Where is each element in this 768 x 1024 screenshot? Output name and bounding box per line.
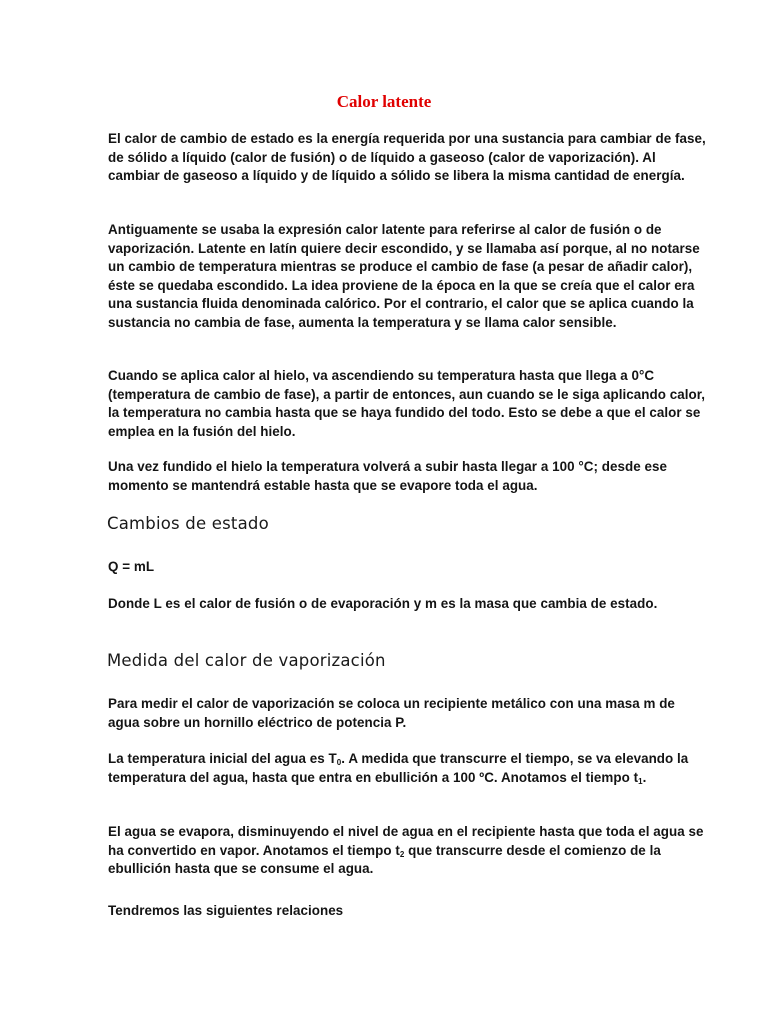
paragraph-initial-temp xyxy=(108,750,708,787)
paragraph-ice: Cuando se aplica calor al hielo, va ascendiendo su temperatura hasta que llega a 0°C (temperatura de cambio de fase), a partir de entonces, aun cuando se le siga aplicando calor, la temperatura no cambia hasta que se haya fundido del todo. Esto se debe a que el calor se emplea en la fusión del hielo. xyxy=(108,368,705,439)
paragraph-relations: Tendremos las siguientes relaciones xyxy=(108,903,344,918)
paragraph-evaporation xyxy=(108,823,708,879)
paragraph-boiling: Una vez fundido el hielo la temperatura volverá a subir hasta llegar a 100 °C; desde ese momento se mantendrá estable hasta que se evapore toda el agua. xyxy=(108,459,667,493)
formula: Q = mL xyxy=(108,559,155,574)
paragraph-formula-explanation: Donde L es el calor de fusión o de evaporación y m es la masa que cambia de estado. xyxy=(108,596,658,611)
text-run: El agua se evapora, disminuyendo el nivel de agua en el recipiente hasta que toda el agua se ha convertido en vapor. Anotamos el tiempo t xyxy=(108,824,704,858)
subscript: 2 xyxy=(399,849,405,859)
text-run: . A medida que transcurre el tiempo, se va elevando la temperatura del agua, hasta que entra en ebullición a 100 ºC. Anotamos el tiempo t xyxy=(108,751,689,785)
paragraph-history: Antiguamente se usaba la expresión calor latente para referirse al calor de fusión o de vaporización. Latente en latín quiere decir escondido, y se llamaba así porque, al no notarse un cambio de temperatura mientras se produce el cambio de fase (a pesar de añadir calor), éste se quedaba escondido. La idea proviene de la época en la que se creía que el calor era una sustancia fluida denominada calórico. Por el contrario, el calor que se aplica cuando la sustancia no cambia de fase, aumenta la temperatura y se llama calor sensible. xyxy=(108,222,700,330)
paragraph-measure-setup: Para medir el calor de vaporización se coloca un recipiente metálico con una masa m de agua sobre un hornillo eléctrico de potencia P. xyxy=(108,696,675,730)
subscript: 1 xyxy=(638,776,643,786)
paragraph-definition: El calor de cambio de estado es la energía requerida por una sustancia para cambiar de fase, de sólido a líquido (calor de fusión) o de líquido a gaseoso (calor de vaporización). Al cambiar de gaseoso a líquido y de líquido a sólido se libera la misma cantidad de energía. xyxy=(108,131,706,184)
text-run: La temperatura inicial del agua es T xyxy=(108,751,337,766)
section-heading-medida: Medida del calor de vaporización xyxy=(107,651,386,670)
section-heading-cambios: Cambios de estado xyxy=(107,514,269,533)
text-run: que transcurre desde el comienzo de la ebullición hasta que se consume el agua. xyxy=(108,842,661,877)
subscript: 0 xyxy=(336,758,342,767)
text-run: . xyxy=(642,769,647,785)
page-title: Calor latente xyxy=(336,92,432,111)
